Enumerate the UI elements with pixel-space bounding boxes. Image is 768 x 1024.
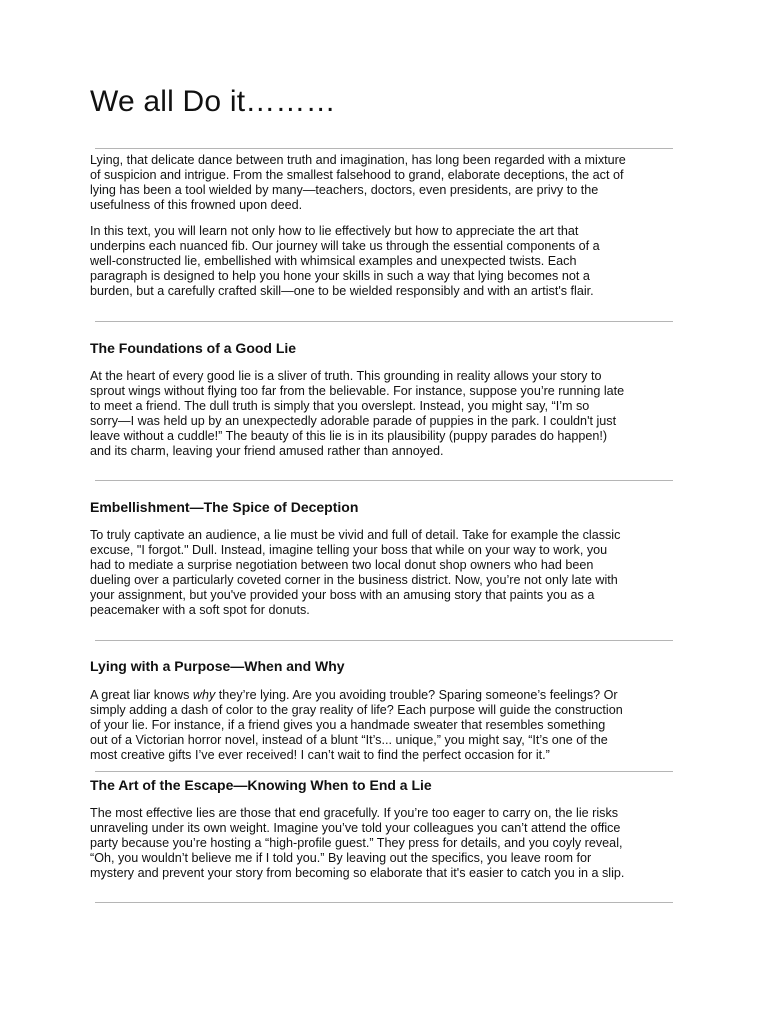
intro-paragraph-2 — [90, 224, 680, 299]
text-line: sprout wings without flying too far from the believable. For instance, suppose you’re running late — [90, 384, 625, 398]
divider — [95, 480, 673, 481]
text-line: underpins each nuanced fib. Our journey will take us through the essential components of a — [90, 239, 600, 253]
text-line: To truly captivate an audience, a lie must be vivid and full of detail. Take for example the classic — [90, 528, 621, 542]
text-line: and its charm, leaving your friend amused rather than annoyed. — [90, 444, 444, 458]
text-line: of suspicion and intrigue. From the smallest falsehood to grand, elaborate deceptions, the act of — [90, 168, 624, 182]
text-line: sorry—I was held up by an unexpectedly adorable parade of puppies in the park. I couldn't just — [90, 414, 617, 428]
emphasized-word: why — [192, 688, 216, 702]
text-line: of your lie. For instance, if a friend gives you a handmade sweater that resembles something — [90, 718, 606, 732]
text-line: excuse, "I forgot." Dull. Instead, imagine telling your boss that while on your way to work, you — [90, 543, 608, 557]
section-paragraph — [90, 369, 680, 459]
text-line: dueling over a particularly coveted corner in the business district. Now, you’re not only late with — [90, 573, 618, 587]
text-line: paragraph is designed to help you hone your skills in such a way that lying becomes not a — [90, 269, 590, 283]
text-line: burden, but a carefully crafted skill—one to be wielded responsibly and with an artist's flair. — [90, 284, 594, 298]
section-heading: Embellishment—The Spice of Deception — [90, 499, 359, 515]
text-line: your assignment, but you've provided your boss with an amusing story that paints you as a — [90, 588, 595, 602]
text-line: “Oh, you wouldn’t believe me if I told you.” By leaving out the specifics, you leave room for — [90, 851, 592, 865]
divider — [95, 771, 673, 772]
section-heading: Lying with a Purpose—When and Why — [90, 658, 345, 674]
divider — [95, 640, 673, 641]
text-line: The most effective lies are those that end gracefully. If you’re too eager to carry on, the lie risks — [90, 806, 619, 820]
text-line: out of a Victorian horror novel, instead of a blunt “It’s... unique,” you might say, “It’s one of the — [90, 733, 608, 747]
text-line: simply adding a dash of color to the gray reality of life? Each purpose will guide the construction — [90, 703, 623, 717]
section-paragraph — [90, 806, 680, 881]
text-line: well-constructed lie, embellished with whimsical examples and unexpected twists. Each — [90, 254, 577, 268]
section-paragraph — [90, 528, 680, 618]
section-heading: The Art of the Escape—Knowing When to End a Lie — [90, 777, 432, 793]
divider — [95, 148, 673, 149]
section-heading: The Foundations of a Good Lie — [90, 340, 297, 356]
text-line: peacemaker with a soft spot for donuts. — [90, 603, 310, 617]
text-line: In this text, you will learn not only how to lie effectively but how to appreciate the art that — [90, 224, 579, 238]
text-line: party because you’re hosting a “high-profile guest.” They press for details, and you coyly reveal, — [90, 836, 623, 850]
page-title: We all Do it……… — [90, 85, 336, 118]
divider — [95, 902, 673, 903]
text-line — [90, 688, 680, 703]
text-run: A great liar knows — [90, 688, 193, 702]
section-paragraph — [90, 688, 680, 763]
text-line: mystery and prevent your story from becoming so elaborate that it's easier to catch you in a slip. — [90, 866, 625, 880]
intro-paragraph-1 — [90, 153, 680, 213]
text-line: lying has been a tool wielded by many—teachers, doctors, even presidents, are privy to the — [90, 183, 599, 197]
text-line: most creative gifts I’ve ever received! I can’t wait to find the perfect occasion for it.” — [90, 748, 550, 762]
divider — [95, 321, 673, 322]
text-line: had to mediate a surprise negotiation between two local donut shop owners who had been — [90, 558, 594, 572]
text-run: they’re lying. Are you avoiding trouble? Sparing someone’s feelings? Or — [215, 688, 618, 702]
text-line: to meet a friend. The dull truth is simply that you overslept. Instead, you might say, “I’m so — [90, 399, 590, 413]
text-line: leave without a cuddle!” The beauty of this lie is in its plausibility (puppy parades do happen!) — [90, 429, 608, 443]
text-line: usefulness of this frowned upon deed. — [90, 198, 303, 212]
text-line: unraveling under its own weight. Imagine you’ve told your colleagues you can’t attend the office — [90, 821, 621, 835]
text-line: At the heart of every good lie is a sliver of truth. This grounding in reality allows your story to — [90, 369, 602, 383]
text-line: Lying, that delicate dance between truth and imagination, has long been regarded with a mixture — [90, 153, 626, 167]
